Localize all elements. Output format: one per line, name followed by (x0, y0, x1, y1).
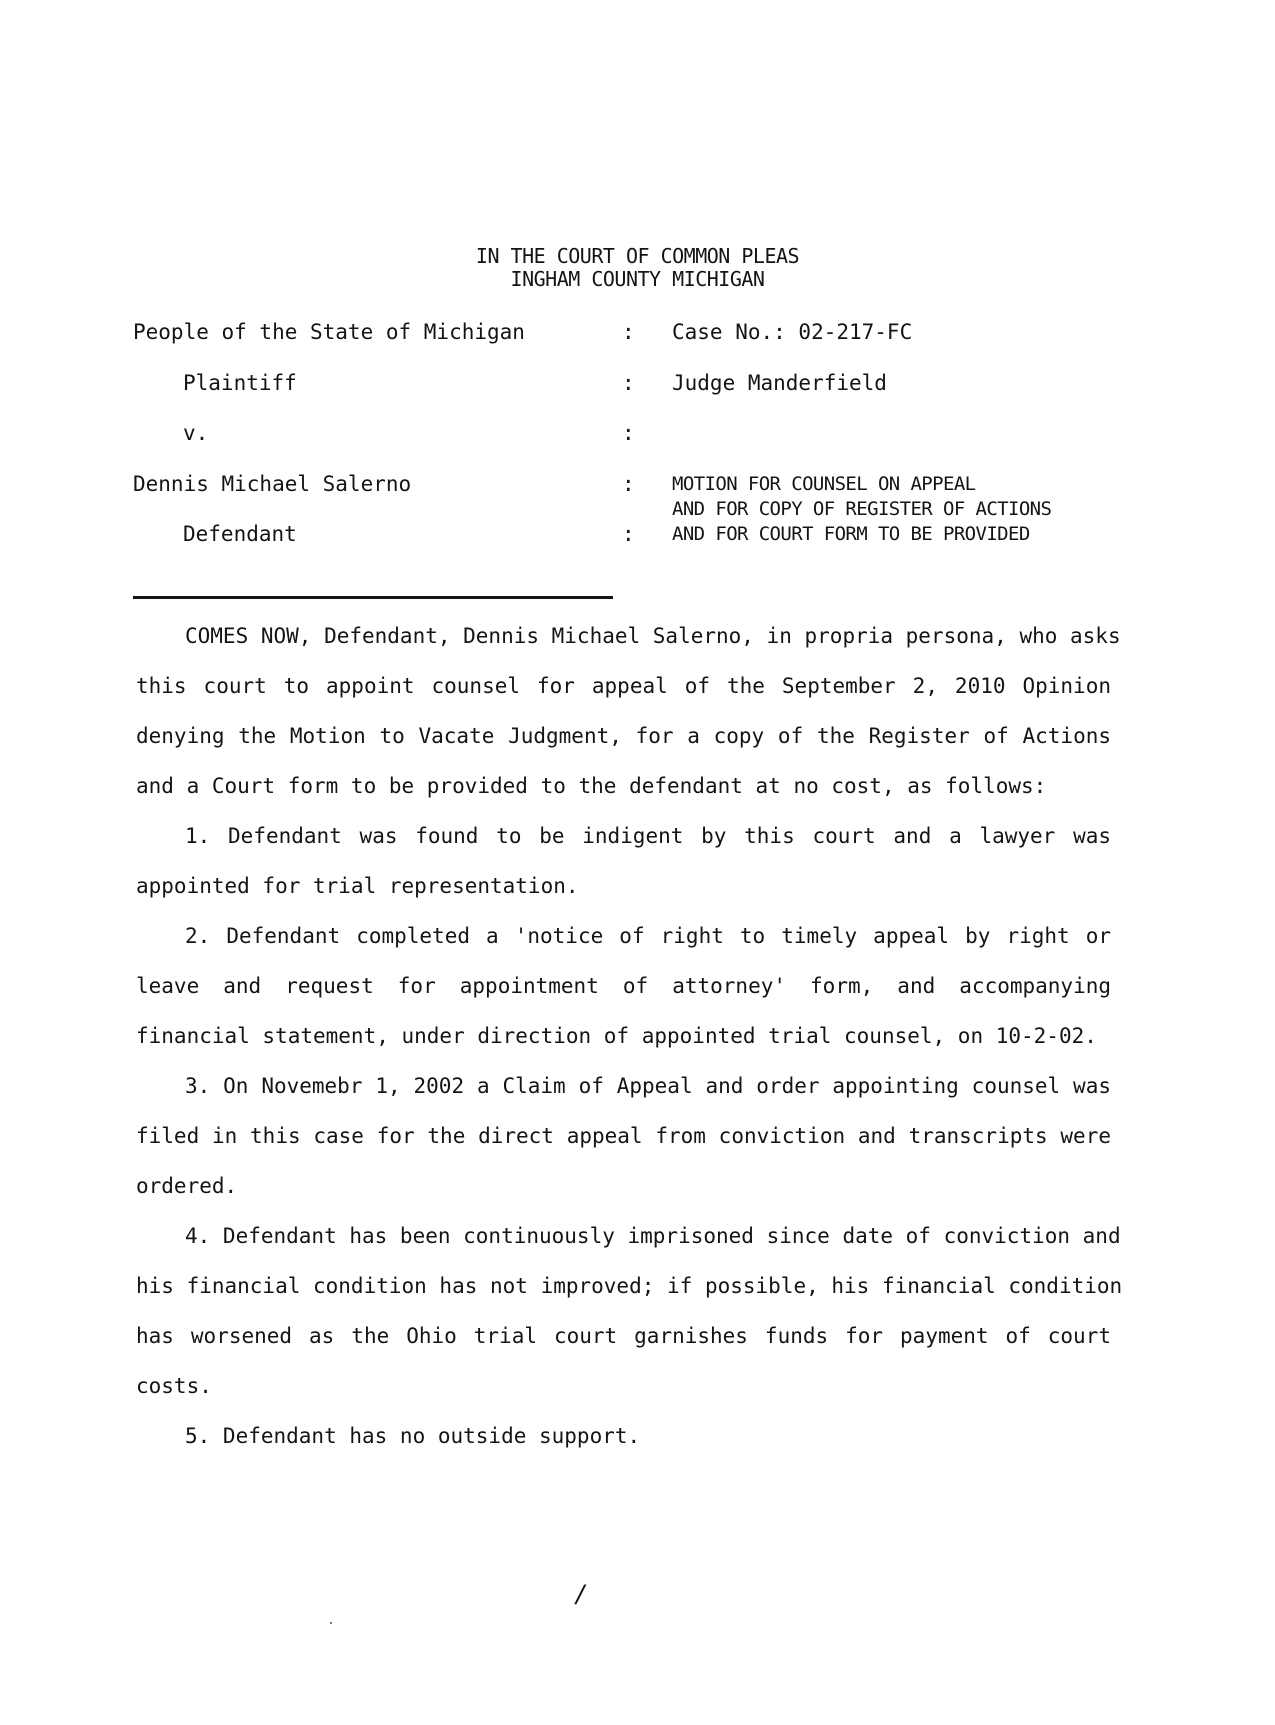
body-line: COMES NOW, Defendant, Dennis Michael Salerno, in propria persona, who asks (185, 624, 1121, 648)
versus-label: v. (183, 421, 209, 445)
paragraph-1-line: 1. Defendant was found to be indigent by this court and a lawyer was (185, 824, 1111, 848)
paragraph-5-line: 5. Defendant has no outside support. (185, 1424, 641, 1448)
judge-name: Judge Manderfield (672, 371, 887, 395)
paragraph-3-line: 3. On Novemebr 1, 2002 a Claim of Appeal and order appointing counsel was (185, 1074, 1111, 1098)
paragraph-3-line: ordered. (136, 1174, 238, 1198)
caption-separator: : (622, 522, 635, 546)
body-line: and a Court form to be provided to the defendant at no cost, as follows: (136, 774, 1047, 798)
body-line: denying the Motion to Vacate Judgment, for a copy of the Register of Actions (136, 724, 1111, 748)
court-county: INGHAM COUNTY MICHIGAN (510, 267, 765, 291)
paragraph-3-line: filed in this case for the direct appeal from conviction and transcripts were (136, 1124, 1111, 1148)
caption-divider (133, 596, 613, 599)
case-number: Case No.: 02-217-FC (672, 320, 913, 344)
plaintiff-role: Plaintiff (183, 371, 297, 395)
motion-title-line: AND FOR COURT FORM TO BE PROVIDED (672, 523, 1030, 545)
paragraph-2-line: leave and request for appointment of attorney' form, and accompanying (136, 974, 1111, 998)
court-name: IN THE COURT OF COMMON PLEAS (475, 244, 800, 268)
caption-separator: : (622, 371, 635, 395)
paragraph-2-line: 2. Defendant completed a 'notice of right to timely appeal by right or (185, 924, 1111, 948)
motion-title-line: AND FOR COPY OF REGISTER OF ACTIONS (672, 498, 1052, 520)
body-line: this court to appoint counsel for appeal of the September 2, 2010 Opinion (136, 674, 1111, 698)
paragraph-4-line: his financial condition has not improved; if possible, his financial condition (136, 1274, 1123, 1298)
paragraph-4-line: costs. (136, 1374, 212, 1398)
defendant-name: Dennis Michael Salerno (133, 472, 412, 496)
paragraph-4-line: has worsened as the Ohio trial court garnishes funds for payment of court (136, 1324, 1111, 1348)
motion-title-line: MOTION FOR COUNSEL ON APPEAL (672, 473, 976, 495)
caption-separator: : (622, 421, 635, 445)
paragraph-2-line: financial statement, under direction of appointed trial counsel, on 10-2-02. (136, 1024, 1097, 1048)
caption-separator: : (622, 320, 635, 344)
paragraph-4-line: 4. Defendant has been continuously imprisoned since date of conviction and (185, 1224, 1121, 1248)
motion-title (672, 472, 1051, 547)
paragraph-1-line: appointed for trial representation. (136, 874, 579, 898)
page-mark: / (574, 1580, 589, 1608)
caption-separator: : (622, 472, 635, 496)
plaintiff-name: People of the State of Michigan (133, 320, 525, 344)
scan-speck (330, 1622, 332, 1624)
defendant-role: Defendant (183, 522, 297, 546)
